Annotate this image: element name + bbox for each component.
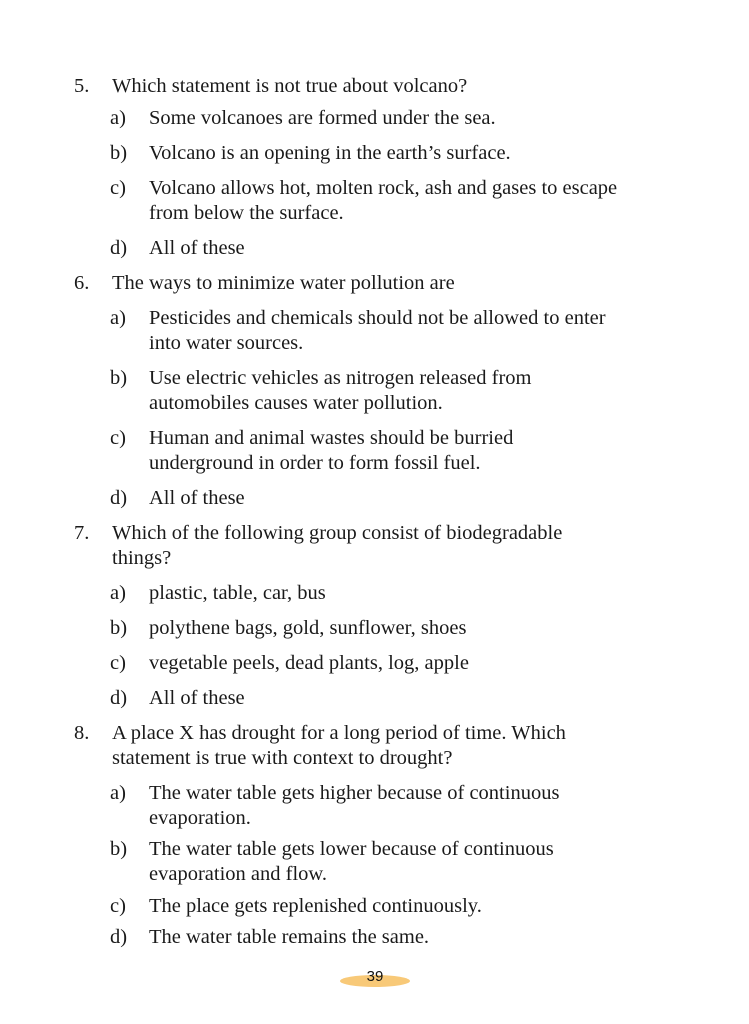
option-label: d) — [110, 237, 128, 259]
option-label: d) — [110, 687, 128, 709]
option-text: from below the surface. — [149, 202, 344, 224]
option-text: Human and animal wastes should be burried — [149, 427, 514, 449]
option-text: evaporation. — [149, 807, 251, 829]
option-label: a) — [110, 782, 126, 804]
question-text: A place X has drought for a long period of time. Which — [112, 722, 566, 744]
question-number: 7. — [74, 522, 90, 544]
question-number: 6. — [74, 272, 90, 294]
option-label: c) — [110, 427, 126, 449]
question-text: Which of the following group consist of biodegradable — [112, 522, 563, 544]
option-label: b) — [110, 617, 128, 639]
option-text: underground in order to form fossil fuel. — [149, 452, 481, 474]
option-label: a) — [110, 107, 126, 129]
option-label: c) — [110, 177, 126, 199]
option-text: evaporation and flow. — [149, 863, 327, 885]
option-label: b) — [110, 367, 128, 389]
option-text: The water table remains the same. — [149, 926, 430, 948]
option-text: Volcano allows hot, molten rock, ash and gases to escape — [149, 177, 618, 199]
option-text: Use electric vehicles as nitrogen released from — [149, 367, 532, 389]
option-label: b) — [110, 838, 128, 860]
option-text: All of these — [149, 237, 245, 259]
option-text: All of these — [149, 687, 245, 709]
option-text: into water sources. — [149, 332, 304, 354]
option-text: The water table gets higher because of continuous — [149, 782, 560, 804]
option-label: a) — [110, 307, 126, 329]
question-number: 5. — [74, 75, 90, 97]
option-label: c) — [110, 652, 126, 674]
option-text: Pesticides and chemicals should not be allowed to enter — [149, 307, 606, 329]
page-number-badge — [340, 967, 410, 989]
question-text: statement is true with context to drought? — [112, 747, 453, 769]
question-text: Which statement is not true about volcano? — [112, 75, 468, 97]
option-text: The water table gets lower because of continuous — [149, 838, 554, 860]
option-text: The place gets replenished continuously. — [149, 895, 482, 917]
option-text: polythene bags, gold, sunflower, shoes — [149, 617, 467, 639]
option-text: All of these — [149, 487, 245, 509]
question-text: The ways to minimize water pollution are — [112, 272, 455, 294]
option-label: d) — [110, 926, 128, 948]
option-text: Some volcanoes are formed under the sea. — [149, 107, 496, 129]
option-label: c) — [110, 895, 126, 917]
option-label: b) — [110, 142, 128, 164]
option-text: vegetable peels, dead plants, log, apple — [149, 652, 469, 674]
question-text: things? — [112, 547, 172, 569]
option-text: automobiles causes water pollution. — [149, 392, 443, 414]
option-label: d) — [110, 487, 128, 509]
option-text: plastic, table, car, bus — [149, 582, 326, 604]
page-number: 39 — [366, 968, 384, 985]
option-text: Volcano is an opening in the earth’s surface. — [149, 142, 511, 164]
question-number: 8. — [74, 722, 90, 744]
option-label: a) — [110, 582, 126, 604]
